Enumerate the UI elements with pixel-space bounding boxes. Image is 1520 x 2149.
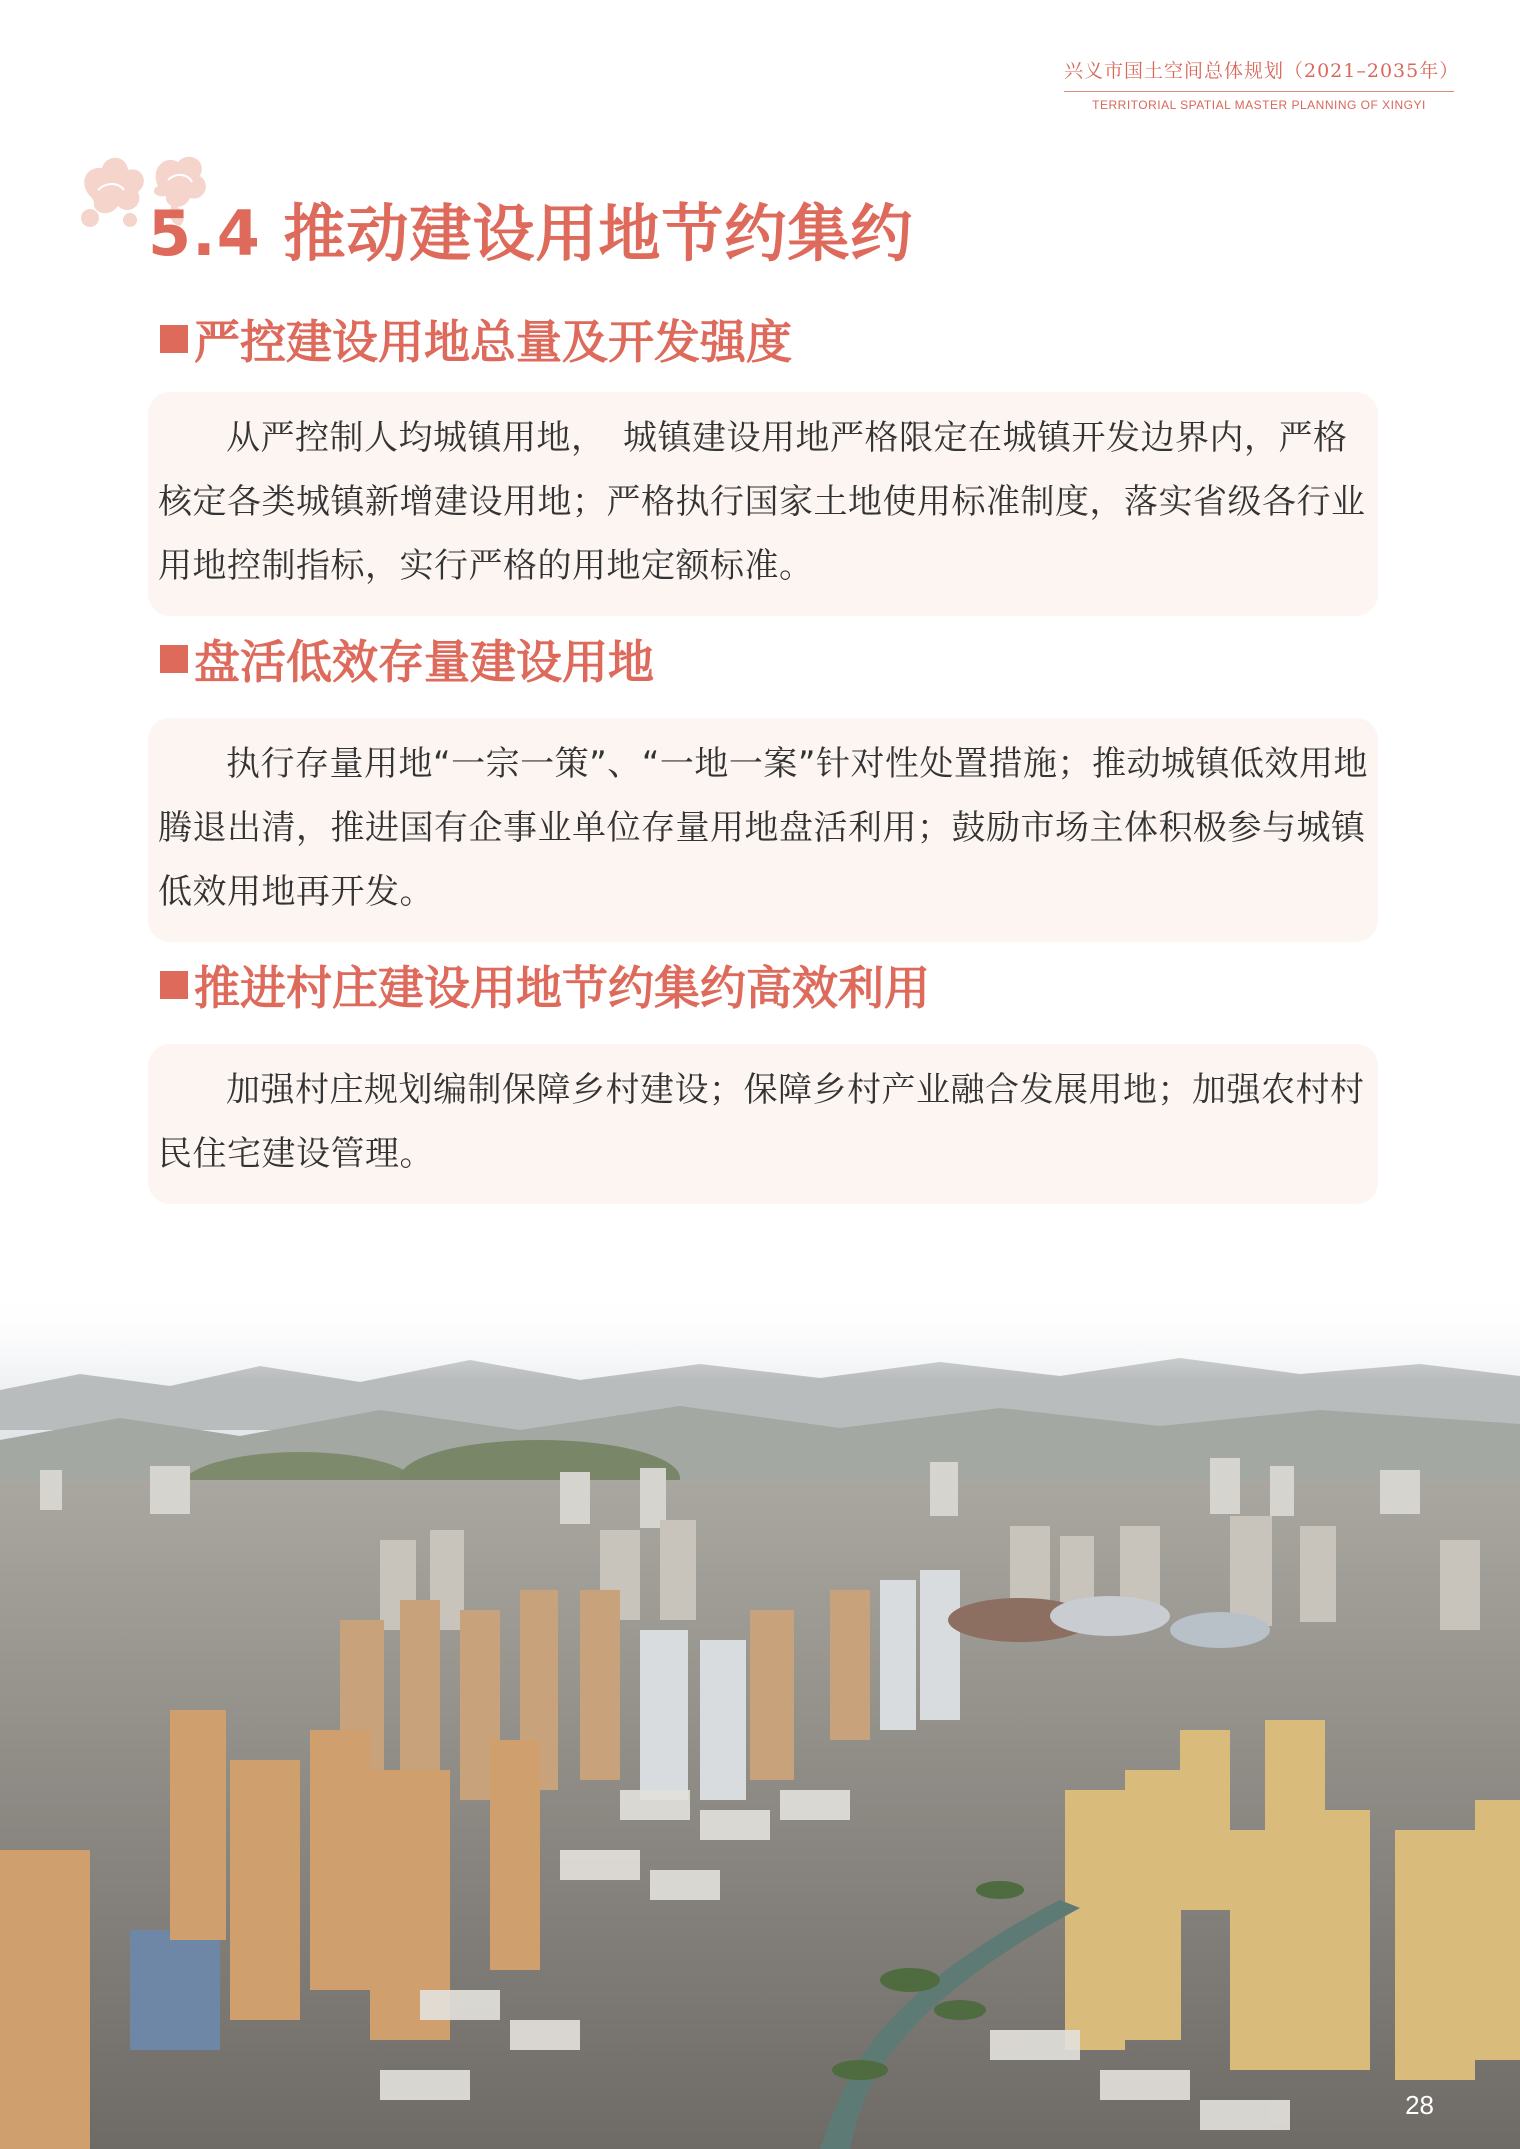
section-body-text: 执行存量用地“一宗一策”、“一地一案”针对性处置措施；推动城镇低效用地腾退出清，推进国有企事业单位存量用地盘活利用；鼓励市场主体积极参与城镇低效用地再开发。 [158, 744, 1368, 912]
section-heading-text: 严控建设用地总量及开发强度 [194, 315, 792, 369]
page-number: 28 [1405, 2090, 1434, 2120]
section-heading-text: 推进村庄建设用地节约集约高效利用 [194, 961, 930, 1015]
section-heading-3 [160, 952, 930, 1018]
section-body-text: 加强村庄规划编制保障乡村建设；保障乡村产业融合发展用地；加强农村村民住宅建设管理。 [158, 1070, 1365, 1174]
section-body-text: 从严控制人均城镇用地， 城镇建设用地严格限定在城镇开发边界内，严格核定各类城镇新增建设用地；严格执行国家土地使用标准制度，落实省级各行业用地控制指标，实行严格的用地定额标准。 [158, 418, 1366, 586]
square-bullet-icon [160, 645, 188, 673]
running-header [1064, 56, 1460, 112]
square-bullet-icon [160, 971, 188, 999]
header-divider [1064, 91, 1454, 92]
section-text-box-2 [148, 718, 1378, 942]
section-heading-text: 盘活低效存量建设用地 [194, 635, 654, 689]
section-text-box-1 [148, 392, 1378, 616]
city-aerial-photo [0, 1290, 1520, 2149]
section-text-box-3 [148, 1044, 1378, 1204]
square-bullet-icon [160, 325, 188, 353]
header-title-cn: 兴义市国土空间总体规划（2021–2035年） [1064, 60, 1460, 82]
header-title-en: TERRITORIAL SPATIAL MASTER PLANNING OF XINGYI [1092, 98, 1426, 112]
page-title: 5.4 推动建设用地节约集约 [148, 197, 914, 270]
section-heading-2 [160, 626, 654, 692]
section-heading-1 [160, 306, 792, 372]
